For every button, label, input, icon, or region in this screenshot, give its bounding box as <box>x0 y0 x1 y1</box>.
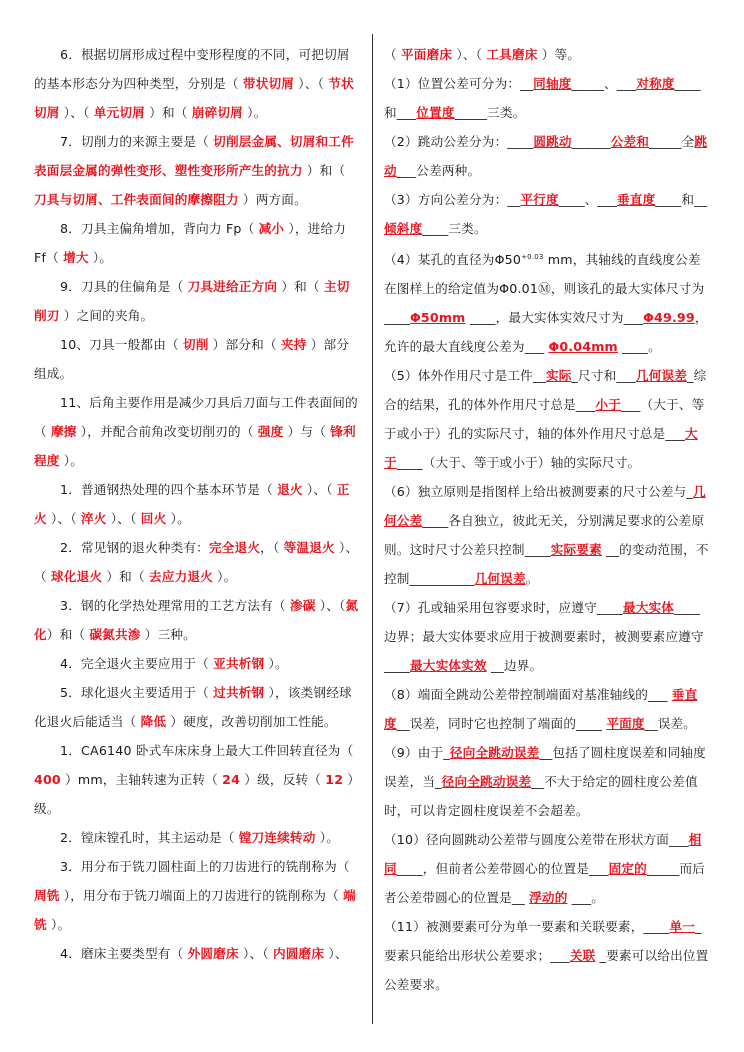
question-text: （6）独立原则是指图样上给出被测要素的尺寸公差与_ <box>384 484 693 499</box>
question-text: 6．根据切屑形成过程中变形程度的不同，可把切屑的基本形态分为四种类型，分别是（ <box>34 47 350 91</box>
answer-text: 公差和 <box>610 134 650 149</box>
answer-text: 12 <box>325 772 344 787</box>
question-paragraph <box>384 127 710 185</box>
question-paragraph <box>384 825 710 912</box>
question-text: ）、 <box>324 946 348 961</box>
question-text: 4．磨床主要类型有（ <box>60 946 188 961</box>
answer-text: Φ49.99 <box>643 310 695 325</box>
question-text: ）级，反转（ <box>240 772 326 787</box>
answer-text: 强度 <box>257 424 284 439</box>
answer-text: 垂直度 <box>384 687 698 731</box>
question-text: __边界。 <box>486 658 543 673</box>
question-text: ）。 <box>264 656 288 671</box>
question-paragraph <box>34 40 360 127</box>
question-text: +0.03 <box>521 253 544 261</box>
question-text: （ <box>384 47 401 62</box>
answer-text: 镗刀连续转动 <box>238 830 316 845</box>
question-paragraph <box>34 649 360 678</box>
answer-text: 完全退火 <box>208 540 261 555</box>
answer-text: 外圆磨床 <box>187 946 239 961</box>
answer-text: Φ50mm <box>410 310 466 325</box>
question-text: ）部分组成。 <box>34 337 350 381</box>
answer-text: 降低 <box>140 714 167 729</box>
question-text: ）。 <box>88 250 113 265</box>
question-text: ____、___ <box>558 192 618 207</box>
answer-text: 大于 <box>384 426 698 470</box>
question-text: ，允许的最大直线度公差为___ <box>384 310 708 354</box>
question-text: 1．普通钢热处理的四个基本环节是（ <box>60 482 278 497</box>
question-text: 1．CA6140 卧式车床床身上最大工件回转直径为（ <box>60 743 354 758</box>
question-text: ），并配合前角改变切削刃的（ <box>76 424 258 439</box>
answer-text: 亚共析钢 <box>213 656 265 671</box>
question-paragraph <box>34 214 360 272</box>
question-text: 2．常见钢的退火种类有： <box>60 540 209 555</box>
answer-text: 几何误差 <box>635 368 688 383</box>
answer-text: 浮动的 <box>529 890 568 905</box>
question-text: ）。 <box>46 917 71 932</box>
answer-text: 对称度 <box>636 76 675 91</box>
question-text: （8）端面全跳动公差带控制端面对基准轴线的___ <box>384 687 672 702</box>
question-text: ___（大于、等于或小于）孔的实际尺寸，轴的体外作用尺寸总是___ <box>384 397 705 441</box>
question-paragraph <box>384 738 710 825</box>
answer-text: 端铣 <box>34 888 356 932</box>
answer-text: 关联 <box>569 948 596 963</box>
question-text: ）和（ <box>277 279 324 294</box>
question-text: 5．球化退火主要适用于（ <box>60 685 214 700</box>
answer-text: 倾斜度 <box>384 221 423 236</box>
question-text: _____三类。 <box>454 105 526 120</box>
question-text: 2．镗床镗孔时，其主运动是（ <box>60 830 239 845</box>
question-text: ______ <box>571 134 611 149</box>
question-text: ）等。 <box>537 47 581 62</box>
question-text: ____和___ <box>384 76 701 120</box>
answer-text: 位置度 <box>416 105 455 120</box>
question-paragraph <box>34 852 360 939</box>
answer-text: 最大实体实效 <box>410 658 487 673</box>
question-paragraph <box>384 185 710 243</box>
answer-text: 主切削刃 <box>34 279 350 323</box>
question-paragraph <box>34 475 360 533</box>
question-text: __包括了圆柱度误差和同轴度误差，当_ <box>384 745 706 789</box>
question-text: ____各自独立，彼此无关，分别满足要求的公差原则。这时尺寸公差只控制____ <box>384 513 705 557</box>
answer-text: 去应力退火 <box>148 569 213 584</box>
question-text: ）、（ <box>106 511 141 526</box>
answer-text: 刀具进给正方向 <box>187 279 278 294</box>
question-text: ）和（ <box>302 163 346 178</box>
answer-text: 24 <box>222 772 241 787</box>
question-text: ）三种。 <box>140 627 196 642</box>
answer-text: 刀具与切屑、工件表面间的摩擦阻力 <box>34 192 239 207</box>
question-text: （3）方向公差分为：__ <box>384 192 521 207</box>
question-paragraph <box>384 477 710 593</box>
question-text: 4．完全退火主要应用于（ <box>60 656 214 671</box>
question-text: ）、（ <box>294 76 329 91</box>
question-paragraph <box>384 680 710 738</box>
question-text: ）、（ <box>59 105 94 120</box>
question-text: 3．钢的化学热处理常用的工艺方法有（ <box>60 598 290 613</box>
question-text: _____而后者公差带圆心的位置是__ <box>384 861 706 905</box>
answer-text: 径向全跳动误差 <box>441 774 532 789</box>
question-text: ）、（ <box>34 540 359 584</box>
answer-text: 最大实体 <box>622 600 675 615</box>
question-text: 3．用分布于铣刀圆柱面上的刀齿进行的铣削称为（ <box>60 859 350 874</box>
answer-text: 淬火 <box>81 511 107 526</box>
question-text: ）、（ <box>452 47 487 62</box>
answer-text: 过共析钢 <box>213 685 265 700</box>
question-text: ）和（ <box>102 569 149 584</box>
answer-text: 单元切屑 <box>93 105 145 120</box>
question-text: ）、（ <box>302 482 337 497</box>
question-text: ）、（ <box>315 598 346 613</box>
question-text: （11）被测要素可分为单一要素和关联要素，____ <box>384 919 670 934</box>
answer-text: 等温退火 <box>283 540 335 555</box>
answer-text: 平面度 <box>606 716 645 731</box>
question-text: ）。 <box>166 511 190 526</box>
answer-text: 球化退火 <box>51 569 103 584</box>
question-text: ）。 <box>59 453 84 468</box>
question-text: （1）位置公差可分为：__ <box>384 76 534 91</box>
question-text: __误差。 <box>644 716 697 731</box>
question-text: __误差，同时它也控制了端面的____ <box>396 716 607 731</box>
question-paragraph <box>34 272 360 330</box>
left-column <box>34 40 360 968</box>
question-text: _尺寸和___ <box>571 368 636 383</box>
answer-text: 回火 <box>140 511 167 526</box>
question-text: mm，其轴线的直线度公差在图样上的给定值为Φ0.01Ⓜ，则该孔的最大实体尺寸为____ <box>384 252 705 325</box>
question-text: __不大于给定的圆柱度公差值时，可以肯定圆柱度误差不会超差。 <box>384 774 698 818</box>
question-paragraph <box>34 533 360 591</box>
question-text: ），该类钢经球化退火后能适当（ <box>34 685 352 729</box>
answer-text: 切削 <box>182 337 209 352</box>
question-text: ）mm，主轴转速为正转（ <box>60 772 223 787</box>
answer-text: 碳氮共渗 <box>89 627 141 642</box>
answer-text: 周铣 <box>34 888 60 903</box>
answer-text: 同轴度 <box>533 76 572 91</box>
question-paragraph <box>384 243 710 361</box>
answer-text: 400 <box>34 772 61 787</box>
answer-text: 正火 <box>34 482 350 526</box>
question-paragraph <box>384 361 710 477</box>
question-paragraph <box>384 40 710 69</box>
question-paragraph <box>384 69 710 127</box>
answer-text: 平行度 <box>520 192 559 207</box>
question-text: （5）体外作用尺寸是工件__ <box>384 368 546 383</box>
question-text: 8．刀具主偏角增加，背向力 Fp（ <box>60 221 259 236</box>
question-paragraph <box>34 591 360 649</box>
question-paragraph <box>34 127 360 214</box>
question-text: _____、___ <box>571 76 637 91</box>
question-text: ）之间的夹角。 <box>59 308 154 323</box>
answer-text: 节状切屑 <box>34 76 354 120</box>
question-text: 7．切削力的来源主要是（ <box>60 134 214 149</box>
column-divider <box>372 34 373 1024</box>
question-text: ____三类。 <box>422 221 487 236</box>
question-text: __的变动范围，不控制__________ <box>384 542 709 586</box>
answer-text: 平面磨床 <box>401 47 453 62</box>
question-text: _要素只能给出形状公差要求；___ <box>384 919 702 963</box>
question-text: ）。 <box>212 569 237 584</box>
question-text: ____，但前者公差带圆心的位置是___ <box>396 861 609 876</box>
question-text: ）。 <box>315 830 340 845</box>
question-paragraph <box>34 388 360 475</box>
question-text: ），进给力 Ff（ <box>34 221 347 265</box>
question-text: _要素可以给出位置公差要求。 <box>384 948 709 992</box>
question-text: ___公差两种。 <box>396 163 481 178</box>
question-text: ____（大于、等于或小于）轴的实际尺寸。 <box>396 455 641 470</box>
answer-text: 退火 <box>277 482 303 497</box>
answer-text: 摩擦 <box>51 424 77 439</box>
question-text: ）与（ <box>283 424 331 439</box>
right-column <box>384 40 710 999</box>
answer-text: 垂直度 <box>617 192 656 207</box>
answer-text: 几何公差 <box>384 484 706 528</box>
answer-text: 锋利程度 <box>34 424 356 468</box>
question-text: 10、刀具一般都由（ <box>60 337 183 352</box>
question-text: _综合的结果，孔的体外作用尺寸总是___ <box>384 368 707 412</box>
answer-text: 几何误差 <box>474 571 526 586</box>
answer-text: 单一 <box>669 919 696 934</box>
question-text: （7）孔或轴采用包容要求时，应遵守____ <box>384 600 623 615</box>
answer-text: 氮化 <box>34 598 359 642</box>
answer-text: 减小 <box>258 221 285 236</box>
answer-text: 实际 <box>545 368 572 383</box>
answer-text: 渗碳 <box>289 598 316 613</box>
question-text: ____和__ <box>655 192 708 207</box>
answer-text: 内圆磨床 <box>272 946 325 961</box>
question-paragraph <box>34 939 360 968</box>
answer-text: 圆跳动 <box>533 134 572 149</box>
answer-text: 切削层金属、切屑和工件表面层金属的弹性变形、塑性变形所产生的抗力 <box>34 134 354 178</box>
question-text: ），用分布于铣刀端面上的刀齿进行的铣削称为（ <box>59 888 344 903</box>
question-text: 。 <box>525 571 539 586</box>
question-text: ）两方面。 <box>238 192 307 207</box>
question-paragraph <box>34 736 360 823</box>
question-text: （10）径向圆跳动公差带与圆度公差带在形状方面___ <box>384 832 689 847</box>
question-text: （4）某孔的直径为Φ50 <box>384 252 522 267</box>
answer-text: 相同 <box>384 832 702 876</box>
answer-text: Φ0.04mm <box>548 339 618 354</box>
question-paragraph <box>34 823 360 852</box>
question-text: 11、后角主要作用是减少刀具后刀面与工件表面间的（ <box>34 395 358 439</box>
answer-text: 夹持 <box>280 337 307 352</box>
question-text: ）和（ <box>144 105 192 120</box>
answer-text: 崩碎切屑 <box>191 105 243 120</box>
answer-text: 跳动 <box>384 134 708 178</box>
answer-text: 增大 <box>63 250 89 265</box>
question-text: ）级。 <box>34 772 354 816</box>
question-paragraph <box>34 678 360 736</box>
question-text: ）。 <box>242 105 267 120</box>
question-paragraph <box>384 593 710 680</box>
question-text: ）和（ <box>46 627 90 642</box>
question-text: ，（ <box>260 540 284 555</box>
answer-text: 实际要素 <box>550 542 602 557</box>
question-text: （9）由于_ <box>384 745 450 760</box>
question-text: ）硬度，改善切削加工性能。 <box>166 714 337 729</box>
question-text: ）、（ <box>46 511 81 526</box>
answer-text: 带状切屑 <box>242 76 295 91</box>
answer-text: 径向全跳动误差 <box>449 745 540 760</box>
question-text: ____，最大实体实效尺寸为___ <box>465 310 644 325</box>
question-text: ）、（ <box>238 946 273 961</box>
answer-text: 小于 <box>595 397 621 412</box>
question-text: _____全 <box>649 134 695 149</box>
question-text: ____。 <box>617 339 661 354</box>
question-text: ___。 <box>567 890 605 905</box>
question-text: （2）跳动公差分为：____ <box>384 134 534 149</box>
question-paragraph <box>34 330 360 388</box>
question-text: ）部分和（ <box>208 337 281 352</box>
question-text: 9．刀具的住偏角是（ <box>60 279 188 294</box>
answer-text: 固定的 <box>608 861 647 876</box>
question-paragraph <box>384 912 710 999</box>
question-text: ____边界；最大实体要求应用于被测要素时，被测要素应遵守____ <box>384 600 704 673</box>
answer-text: 工具磨床 <box>486 47 538 62</box>
